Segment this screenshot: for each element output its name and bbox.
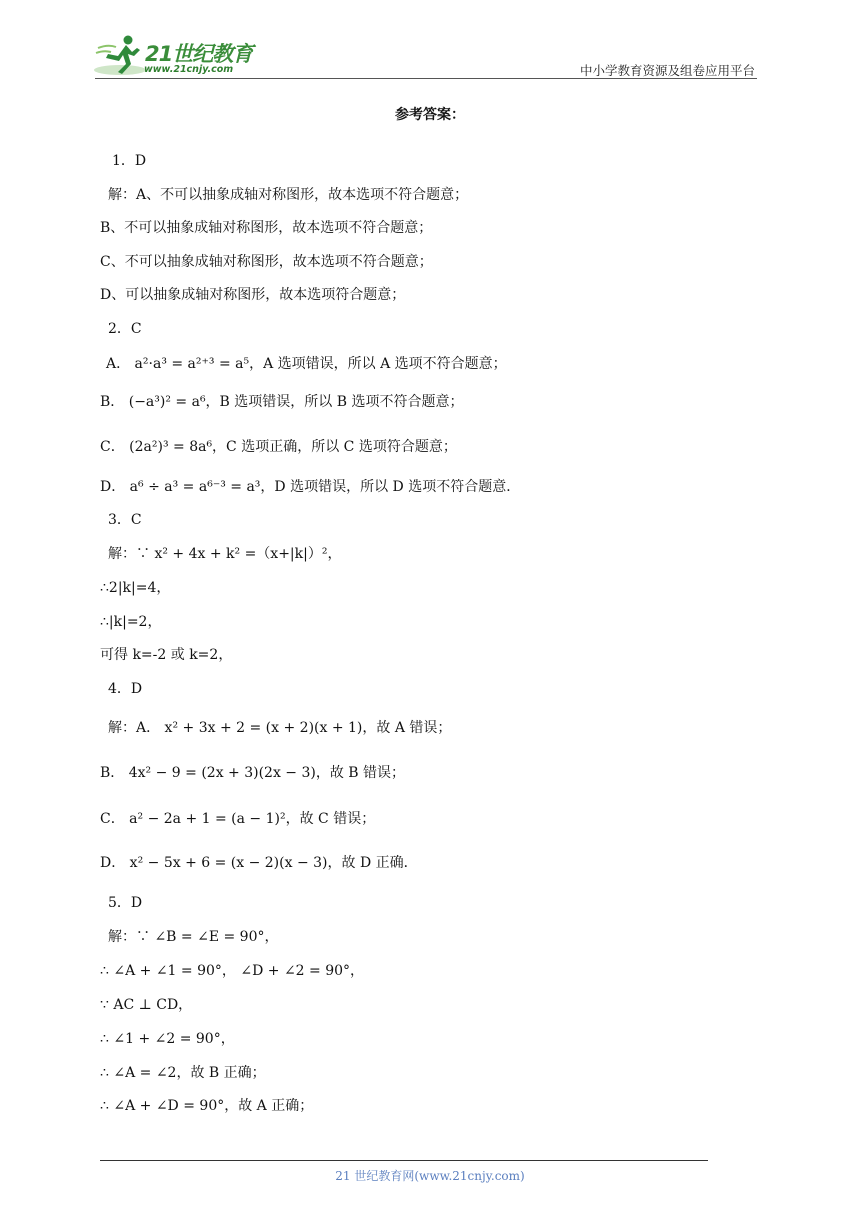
answer-title: 参考答案：	[395, 107, 465, 123]
footer-text: 21 世纪教育网(www.21cnjy.com)	[335, 1169, 525, 1183]
answer-5-line-3: ∵ AC ⊥ CD，	[100, 997, 193, 1013]
logo-text: 21世纪教育	[145, 42, 253, 66]
answer-3-heading: 3．C	[108, 512, 142, 528]
answer-2-line-d: D． a⁶ ÷ a³ = a⁶⁻³ = a³，D 选项错误，所以 D 选项不符合题意．	[100, 479, 521, 495]
answer-2-line-b: B． (−a³)² = a⁶，B 选项错误，所以 B 选项不符合题意；	[100, 394, 464, 410]
answer-5-line-6: ∴ ∠A + ∠D = 90°，故 A 正确；	[100, 1098, 314, 1114]
answer-1-heading: 1．D	[112, 153, 147, 169]
answer-4-line-d: D． x² − 5x + 6 = (x − 2)(x − 3)，故 D 正确．	[100, 855, 418, 871]
answer-5-line-4: ∴ ∠1 + ∠2 = 90°，	[100, 1031, 235, 1047]
site-logo	[94, 34, 264, 80]
answer-1-line-b: B、不可以抽象成轴对称图形，故本选项不符合题意；	[100, 220, 433, 236]
header-platform-text: 中小学教育资源及组卷应用平台	[579, 63, 755, 78]
answer-3-line-4: 可得 k=-2 或 k=2，	[100, 647, 233, 663]
answer-2-line-c: C． (2a²)³ = 8a⁶，C 选项正确，所以 C 选项符合题意；	[100, 439, 457, 455]
answer-5-heading: 5．D	[108, 895, 143, 911]
answer-1-line-d: D、可以抽象成轴对称图形，故本选项符合题意；	[100, 287, 406, 303]
answer-3-line-1: 解：∵ x² + 4x + k² =（x+|k|）²，	[108, 546, 342, 562]
answer-3-line-3: ∴|k|=2，	[100, 614, 162, 630]
answer-4-heading: 4．D	[108, 681, 143, 697]
answer-3-line-2: ∴2|k|=4，	[100, 580, 171, 596]
answer-1-line-a: 解：A、不可以抽象成轴对称图形，故本选项不符合题意；	[108, 187, 469, 203]
runner-icon	[94, 34, 150, 78]
answer-5-line-1: 解：∵ ∠B = ∠E = 90°，	[108, 929, 279, 945]
answer-4-line-b: B． 4x² − 9 = (2x + 3)(2x − 3)，故 B 错误；	[100, 765, 406, 781]
logo-url: www.21cnjy.com	[144, 64, 234, 75]
header-divider	[95, 78, 757, 79]
answer-4-line-a: 解：A． x² + 3x + 2 = (x + 2)(x + 1)，故 A 错误；	[108, 720, 452, 736]
answer-2-heading: 2．C	[108, 321, 142, 337]
answer-2-line-a: A． a²·a³ = a²⁺³ = a⁵，A 选项错误，所以 A 选项不符合题意；	[106, 356, 507, 372]
answer-5-line-2: ∴ ∠A + ∠1 = 90°， ∠D + ∠2 = 90°，	[100, 963, 365, 979]
answer-1-line-c: C、不可以抽象成轴对称图形，故本选项不符合题意；	[100, 254, 433, 270]
footer-divider	[100, 1160, 708, 1161]
answer-4-line-c: C． a² − 2a + 1 = (a − 1)²，故 C 错误；	[100, 811, 376, 827]
answer-5-line-5: ∴ ∠A = ∠2，故 B 正确；	[100, 1065, 266, 1081]
